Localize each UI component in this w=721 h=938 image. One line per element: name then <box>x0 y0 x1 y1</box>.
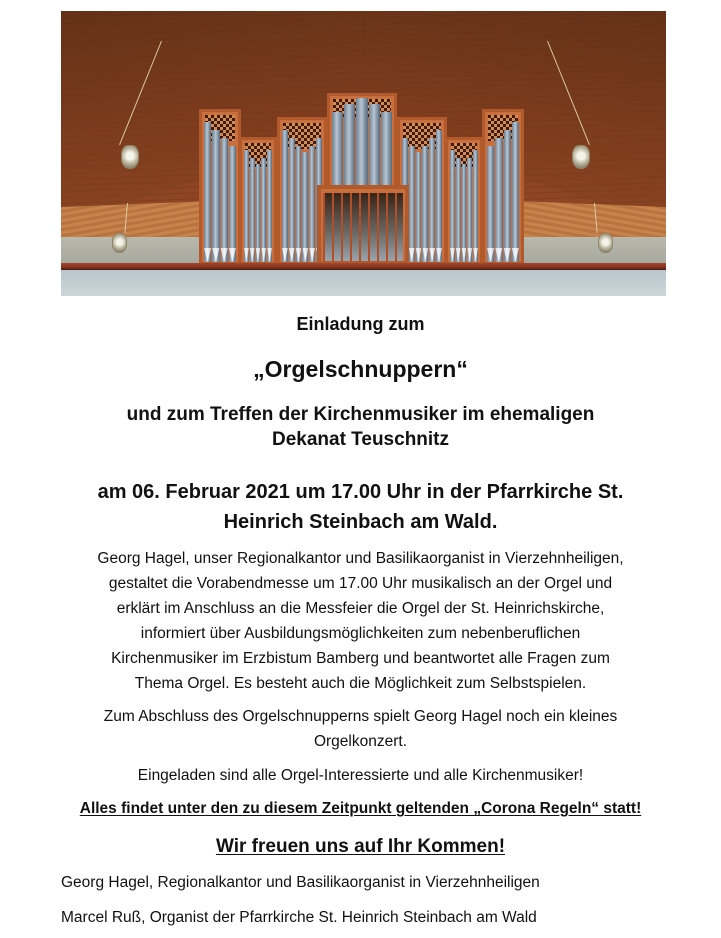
signature-georg-hagel: Georg Hagel, Regionalkantor und Basilikaorganist in Vierzehnheiligen <box>61 874 540 891</box>
paragraph-line: Thema Orgel. Es besteht auch die Möglichkeit zum Selbstspielen. <box>134 675 587 692</box>
signature-marcel-russ: Marcel Ruß, Organist der Pfarrkirche St. Heinrich Steinbach am Wald <box>61 909 537 926</box>
paragraph-line: Orgelkonzert. <box>313 733 408 750</box>
paragraph-line: gestaltet die Vorabendmesse um 17.00 Uhr musikalisch an der Orgel und <box>108 575 613 592</box>
paragraph-line: informiert über Ausbildungsmöglichkeiten zum nebenberuflichen <box>140 625 581 642</box>
paragraph-line: Zum Abschluss des Orgelschnupperns spielt Georg Hagel noch ein kleines <box>103 708 618 725</box>
organ-grille-bars <box>323 193 403 261</box>
organ-tower <box>482 109 524 265</box>
lamp-icon <box>598 233 613 253</box>
event-date-location <box>0 477 721 537</box>
organ-pipes <box>244 150 272 262</box>
concert-paragraph <box>0 704 721 754</box>
event-date-line: Heinrich Steinbach am Wald. <box>223 511 498 533</box>
organ-photo <box>61 11 666 296</box>
event-date-line: am 06. Februar 2021 um 17.00 Uhr in der Pfarrkirche St. <box>97 481 624 503</box>
paragraph-line: Kirchenmusiker im Erzbistum Bamberg und beantwortet alle Fragen zum <box>111 650 610 667</box>
organ-pipes <box>282 130 322 262</box>
corona-notice: Alles findet unter den zu diesem Zeitpunkt geltenden „Corona Regeln“ statt! <box>79 800 642 817</box>
lamp-icon <box>572 145 590 169</box>
organ-pipes <box>450 150 478 262</box>
welcome-message: Wir freuen uns auf Ihr Kommen! <box>215 836 506 857</box>
organ-tower <box>445 137 483 265</box>
event-subtitle-line: Dekanat Teuschnitz <box>271 429 450 450</box>
invited-paragraph: Eingeladen sind alle Orgel-Interessierte und alle Kirchenmusiker! <box>137 767 584 784</box>
paragraph-line: Georg Hagel, unser Regionalkantor und Basilikaorganist in Vierzehnheiligen, <box>97 550 624 567</box>
organ-tower <box>199 109 241 265</box>
event-subtitle-line: und zum Treffen der Kirchenmusiker im ehemaligen <box>126 404 595 425</box>
gallery-front <box>61 270 666 296</box>
invitation-intro: Einladung zum <box>296 314 425 334</box>
pipe-organ <box>199 93 524 265</box>
ceiling-soffit-right <box>516 201 666 241</box>
organ-pipes <box>204 122 236 262</box>
lamp-icon <box>112 233 127 253</box>
organ-grille <box>317 185 409 265</box>
event-subtitle <box>0 402 721 452</box>
paragraph-line: erklärt im Anschluss an die Messfeier die Orgel der St. Heinrichskirche, <box>116 600 605 617</box>
organ-pipes <box>487 122 519 262</box>
lamp-icon <box>121 145 139 169</box>
description-paragraph <box>0 546 721 696</box>
organ-tower <box>239 137 277 265</box>
event-title: „Orgelschnuppern“ <box>253 356 468 382</box>
gallery-railing <box>61 263 666 270</box>
ceiling-soffit-left <box>61 201 211 241</box>
